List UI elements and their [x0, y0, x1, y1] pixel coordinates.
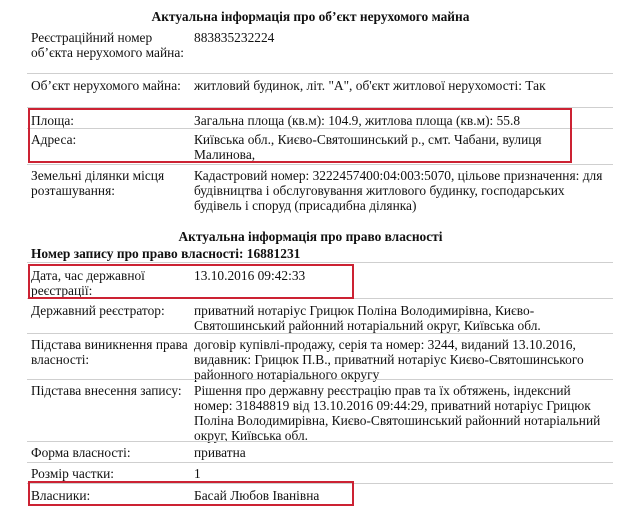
value-registration-date: 13.10.2016 09:42:33 — [194, 268, 306, 283]
label-registration-date: Дата, час державної реєстрації: — [31, 268, 145, 298]
ownership-section-title: Актуальна інформація про право власності — [178, 229, 443, 244]
value-owners: Басай Любов Іванівна — [194, 488, 320, 503]
row-divider — [27, 441, 613, 442]
label-address: Адреса: — [31, 132, 77, 147]
value-entry-basis: Рішення про державну реєстрацію прав та їх обтяжень, індексний номер: 31848819 від 13.10.2016 09:44:29, приватний нотаріус Грицюк Поліна Володимирівна, Києво-Святошинський районний нотаріальний округ, Київська обл. — [194, 383, 601, 443]
value-property-object: житловий будинок, літ. "А", об'єкт житлової нерухомості: Так — [194, 78, 546, 93]
ownership-record-number: Номер запису про право власності: 16881231 — [31, 246, 301, 261]
row-divider — [27, 483, 613, 484]
value-state-registrar: приватний нотаріус Грицюк Поліна Володимирівна, Києво-Святошинський районний нотаріальний округ, Київська обл. — [194, 303, 541, 333]
value-area: Загальна площа (кв.м): 104.9, житлова площа (кв.м): 55.8 — [194, 113, 521, 128]
row-divider — [27, 333, 613, 334]
value-registration-number: 883835232224 — [194, 30, 275, 45]
label-property-object: Об’єкт нерухомого майна: — [31, 78, 181, 93]
label-owners: Власники: — [31, 488, 91, 503]
row-divider — [27, 462, 613, 463]
label-land-plots: Земельні ділянки місця розташування: — [31, 168, 165, 198]
row-divider — [27, 73, 613, 74]
row-divider — [27, 164, 613, 165]
value-address: Київська обл., Києво-Святошинський р., смт. Чабани, вулиця Малинова, — [194, 132, 542, 162]
row-divider — [27, 107, 613, 108]
label-state-registrar: Державний реєстратор: — [31, 303, 165, 318]
label-share-size: Розмір частки: — [31, 466, 115, 481]
property-section-title: Актуальна інформація про об’єкт нерухомого майна — [151, 9, 470, 24]
label-registration-number: Реєстраційний номер об’єкта нерухомого майна: — [31, 30, 184, 60]
label-ownership-form: Форма власності: — [31, 445, 131, 460]
value-ownership-form: приватна — [194, 445, 246, 460]
label-ownership-basis: Підстава виникнення права власності: — [31, 337, 188, 367]
value-land-plots: Кадастровий номер: 3222457400:04:003:5070, цільове призначення: для будівництва і обслуговування житлового будинку, господарських будівель і споруд (присадибна ділянка) — [194, 168, 603, 213]
label-area: Площа: — [31, 113, 75, 128]
value-share-size: 1 — [194, 466, 201, 481]
row-divider — [27, 379, 613, 380]
value-ownership-basis: договір купівлі-продажу, серія та номер: 3244, виданий 13.10.2016, видавник: Грицюк П.В., приватний нотаріус Києво-Святошинського районного нотаріального округу — [194, 337, 584, 382]
row-divider — [27, 262, 613, 263]
row-divider — [27, 128, 613, 129]
row-divider — [27, 298, 613, 299]
label-entry-basis: Підстава внесення запису: — [31, 383, 182, 398]
